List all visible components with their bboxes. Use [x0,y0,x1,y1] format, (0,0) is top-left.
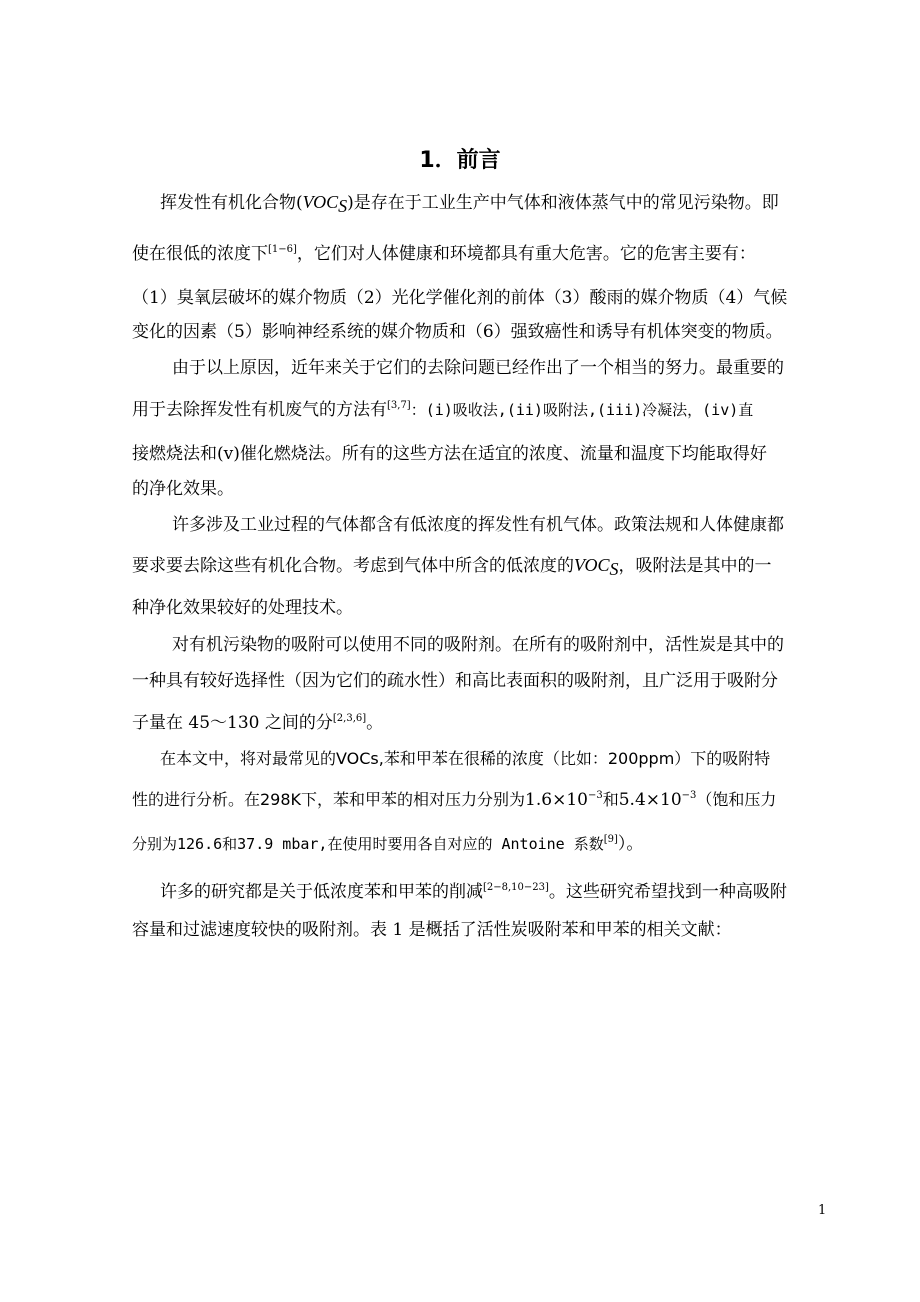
voc-symbol: VOC [302,192,339,212]
text: 许多的研究都是关于低浓度苯和甲苯的削减 [160,882,483,902]
exponent: −3 [587,790,603,801]
paragraph-4-line-1: 许多涉及工业过程的气体都含有低浓度的挥发性有机气体。政策法规和人体健康都 [172,515,784,535]
value: 1.6×10 [525,790,588,810]
paragraph-5-line-1: 对有机污染物的吸附可以使用不同的吸附剂。在所有的吸附剂中，活性炭是其中的 [172,635,784,655]
text: 。 [366,713,384,733]
section-title: 1．前言 [419,148,501,173]
paragraph-3-line-4: 的净化效果。 [132,479,234,499]
text: 用于去除挥发性有机废气的方法有 [132,400,387,420]
paragraph-3-line-2 [132,398,753,422]
text: 分别为126.6和37.9 mbar,在使用时要用各自对应的 Antoine 系数 [132,835,604,853]
paragraph-6-line-2 [132,788,776,812]
paragraph-7-line-2: 容量和过滤速度较快的吸附剂。表 1 是概括了活性炭吸附苯和甲苯的相关文献： [132,920,732,940]
text: 和 [602,790,619,809]
paragraph-2-line-2: 变化的因素（5）影响神经系统的媒介物质和（6）强致癌性和诱导有机体突变的物质。 [132,322,783,342]
text: （饱和压力 [696,790,777,809]
text: 要求要去除这些有机化合物。考虑到气体中所含的低浓度的 [132,556,574,576]
paragraph-4-line-2 [132,553,771,578]
citation: [3,7] [387,400,411,411]
subscript: S [338,196,348,216]
paragraph-7-line-1 [160,880,787,904]
subscript: S [609,559,619,579]
text: 挥发性有机化合物( [160,193,303,213]
voc-symbol: VOC [574,555,610,575]
paragraph-4-line-3: 种净化效果较好的处理技术。 [132,598,353,618]
citation: [9] [603,834,618,845]
paragraph-6-line-1: 在本文中，将对最常见的VOCs,苯和甲苯在很稀的浓度（比如：200ppm）下的吸附特 [160,749,771,768]
citation: [2,3,6] [332,713,367,724]
text: ，吸附法是其中的一 [618,556,772,576]
text: ）。 [617,834,644,854]
exponent: −3 [681,790,697,801]
value: 5.4×10 [618,790,682,810]
text: ，它们对人体健康和环境都具有重大危害。它的危害主要有： [296,244,756,264]
paragraph-1-line-1 [160,190,779,215]
paragraph-5-line-2: 一种具有较好选择性（因为它们的疏水性）和高比表面积的吸附剂，且广泛用于吸附分 [132,671,778,691]
paragraph-1-line-2 [132,242,756,266]
text: 。这些研究希望找到一种高吸附 [548,882,787,902]
text: 使在很低的浓度下 [132,244,268,264]
paragraph-2-line-1: （1）臭氧层破坏的媒介物质（2）光化学催化剂的前体（3）酸雨的媒介物质（4）气候 [132,288,788,308]
citation: [1−6] [268,244,297,255]
text: 子量在 45～130 之间的分 [132,713,333,733]
page-number: 1 [818,1203,827,1218]
text: ：(i)吸收法,(ii)吸附法,(iii)冷凝法，(iv)直 [410,401,754,419]
citation: [2−8,10−23] [483,882,549,893]
paragraph-3-line-1: 由于以上原因，近年来关于它们的去除问题已经作出了一个相当的努力。最重要的 [172,358,784,378]
paragraph-3-line-3: 接燃烧法和(v)催化燃烧法。所有的这些方法在适宜的浓度、流量和温度下均能取得好 [132,444,767,464]
text: )是存在于工业生产中气体和液体蒸气中的常见污染物。即 [347,193,779,213]
paragraph-6-line-3 [132,832,643,856]
paragraph-5-line-3 [132,711,383,735]
text: 性的进行分析。在298K下，苯和甲苯的相对压力分别为 [132,790,526,809]
